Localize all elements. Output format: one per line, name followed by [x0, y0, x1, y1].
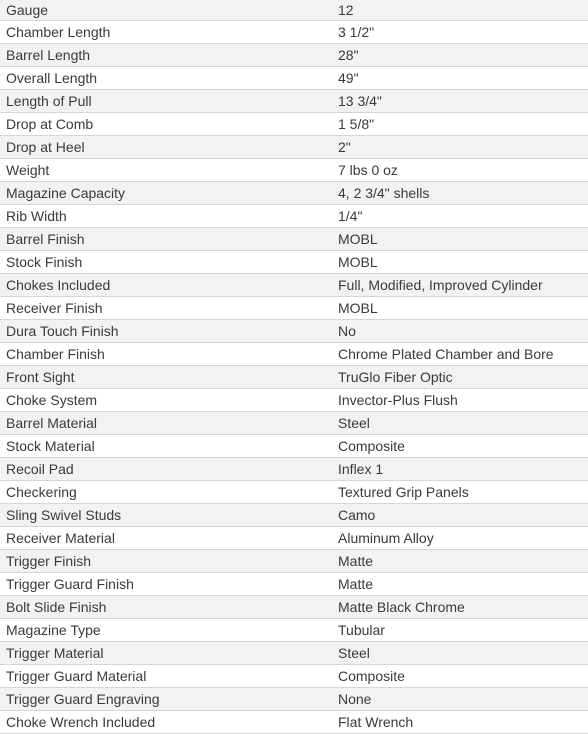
table-row: [0, 251, 588, 274]
spec-label: Trigger Guard Engraving: [0, 688, 336, 711]
table-row: [0, 90, 588, 113]
table-row: [0, 481, 588, 504]
table-row: [0, 688, 588, 711]
table-row: [0, 596, 588, 619]
spec-label: Overall Length: [0, 67, 336, 90]
spec-label: Recoil Pad: [0, 458, 336, 481]
spec-label: Drop at Heel: [0, 136, 336, 159]
spec-value: Tubular: [336, 619, 588, 642]
spec-label: Chamber Length: [0, 21, 336, 44]
spec-label: Trigger Guard Material: [0, 665, 336, 688]
table-row: [0, 573, 588, 596]
spec-value: Composite: [336, 435, 588, 458]
table-row: [0, 113, 588, 136]
spec-value: 4, 2 3/4" shells: [336, 182, 588, 205]
spec-label: Front Sight: [0, 366, 336, 389]
spec-value: Invector-Plus Flush: [336, 389, 588, 412]
spec-value: MOBL: [336, 251, 588, 274]
table-row: [0, 274, 588, 297]
table-row: [0, 642, 588, 665]
table-row: [0, 67, 588, 90]
spec-label: Receiver Material: [0, 527, 336, 550]
spec-label: Chokes Included: [0, 274, 336, 297]
table-row: [0, 389, 588, 412]
table-row: [0, 159, 588, 182]
spec-value: 7 lbs 0 oz: [336, 159, 588, 182]
spec-label: Barrel Finish: [0, 228, 336, 251]
spec-value: TruGlo Fiber Optic: [336, 366, 588, 389]
spec-label: Choke System: [0, 389, 336, 412]
table-row: [0, 366, 588, 389]
table-row: [0, 504, 588, 527]
spec-label: Choke Wrench Included: [0, 711, 336, 734]
spec-label: Receiver Finish: [0, 297, 336, 320]
spec-label: Gauge: [0, 0, 336, 21]
table-row: [0, 711, 588, 734]
table-row: [0, 550, 588, 573]
spec-value: 1 5/8": [336, 113, 588, 136]
spec-label: Barrel Length: [0, 44, 336, 67]
spec-value: Textured Grip Panels: [336, 481, 588, 504]
spec-label: Magazine Capacity: [0, 182, 336, 205]
table-row: [0, 619, 588, 642]
spec-value: Matte: [336, 573, 588, 596]
table-row: [0, 527, 588, 550]
spec-value: None: [336, 688, 588, 711]
table-row: [0, 665, 588, 688]
spec-value: 49": [336, 67, 588, 90]
spec-label: Weight: [0, 159, 336, 182]
table-row: [0, 205, 588, 228]
spec-value: Aluminum Alloy: [336, 527, 588, 550]
spec-value: 1/4": [336, 205, 588, 228]
spec-label: Dura Touch Finish: [0, 320, 336, 343]
spec-label: Rib Width: [0, 205, 336, 228]
table-row: [0, 228, 588, 251]
table-row: [0, 297, 588, 320]
spec-label: Magazine Type: [0, 619, 336, 642]
spec-value: Matte Black Chrome: [336, 596, 588, 619]
spec-value: 2": [336, 136, 588, 159]
spec-value: MOBL: [336, 228, 588, 251]
table-row: [0, 44, 588, 67]
spec-label: Sling Swivel Studs: [0, 504, 336, 527]
spec-value: Steel: [336, 642, 588, 665]
spec-label: Barrel Material: [0, 412, 336, 435]
spec-value: Matte: [336, 550, 588, 573]
spec-value: Composite: [336, 665, 588, 688]
spec-value: MOBL: [336, 297, 588, 320]
table-row: [0, 435, 588, 458]
spec-label: Trigger Guard Finish: [0, 573, 336, 596]
table-row: [0, 412, 588, 435]
spec-label: Checkering: [0, 481, 336, 504]
table-row: [0, 21, 588, 44]
spec-label: Chamber Finish: [0, 343, 336, 366]
spec-value: 12: [336, 0, 588, 21]
spec-label: Trigger Material: [0, 642, 336, 665]
spec-label: Length of Pull: [0, 90, 336, 113]
spec-value: Inflex 1: [336, 458, 588, 481]
spec-value: 13 3/4": [336, 90, 588, 113]
spec-value: Steel: [336, 412, 588, 435]
spec-value: No: [336, 320, 588, 343]
spec-value: Flat Wrench: [336, 711, 588, 734]
spec-value: Chrome Plated Chamber and Bore: [336, 343, 588, 366]
spec-value: Full, Modified, Improved Cylinder: [336, 274, 588, 297]
spec-label: Drop at Comb: [0, 113, 336, 136]
spec-value: Camo: [336, 504, 588, 527]
table-row: [0, 343, 588, 366]
table-row: [0, 320, 588, 343]
spec-value: 3 1/2": [336, 21, 588, 44]
spec-value: 28": [336, 44, 588, 67]
table-row: [0, 182, 588, 205]
table-row: [0, 0, 588, 21]
spec-label: Trigger Finish: [0, 550, 336, 573]
spec-label: Stock Finish: [0, 251, 336, 274]
spec-label: Bolt Slide Finish: [0, 596, 336, 619]
table-row: [0, 136, 588, 159]
spec-label: Stock Material: [0, 435, 336, 458]
table-row: [0, 458, 588, 481]
